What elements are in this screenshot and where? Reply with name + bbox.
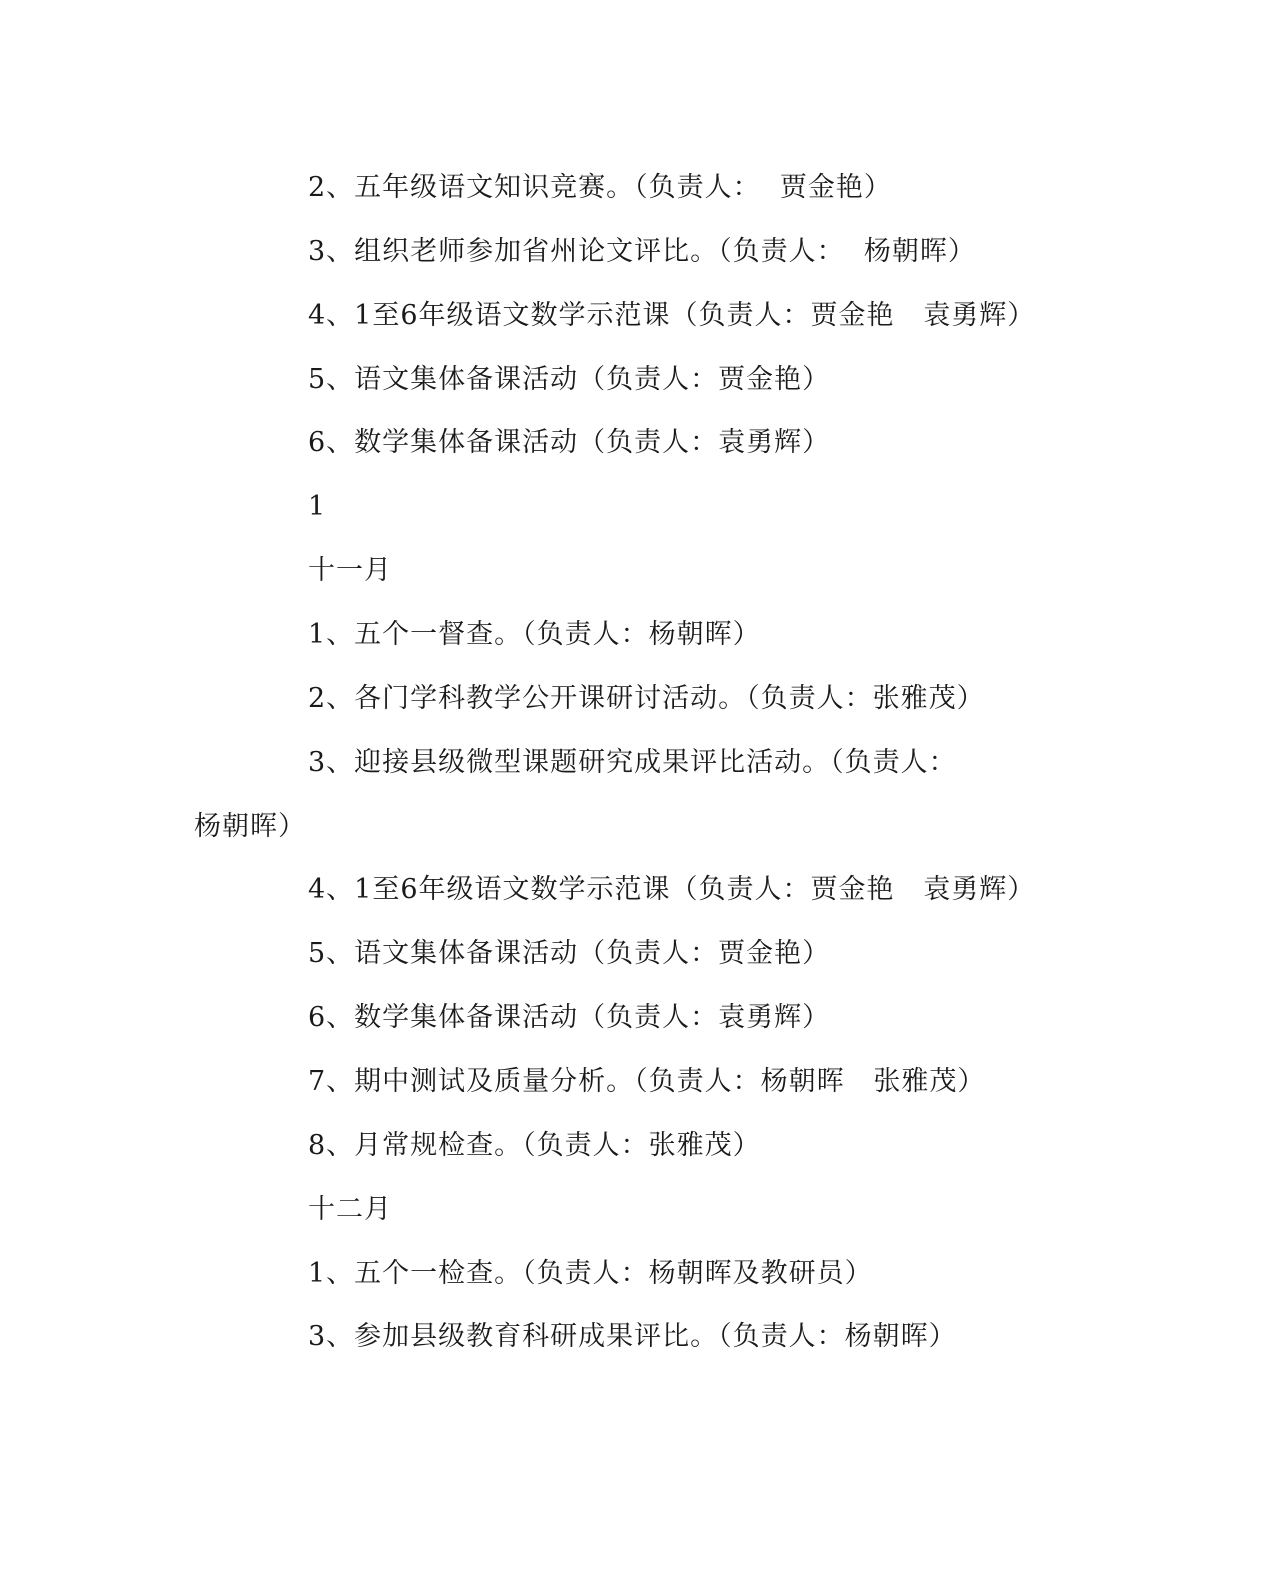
text-line: 2、五年级语文知识竞赛。（负责人： 贾金艳） [308, 172, 892, 203]
text-line: 5、语文集体备课活动（负责人：贾金艳） [308, 364, 831, 395]
text-line-continuation: 杨朝晖） [194, 811, 306, 842]
text-line: 4、1至6年级语文数学示范课（负责人：贾金艳 袁勇辉） [308, 300, 1036, 331]
text-line: 8、月常规检查。（负责人：张雅茂） [308, 1130, 761, 1161]
text-line: 6、数学集体备课活动（负责人：袁勇辉） [308, 1002, 831, 1033]
text-line: 1、五个一检查。（负责人：杨朝晖及教研员） [308, 1258, 873, 1289]
page-number: 1 [308, 491, 327, 522]
text-line: 5、语文集体备课活动（负责人：贾金艳） [308, 938, 831, 969]
text-line: 7、期中测试及质量分析。（负责人：杨朝晖 张雅茂） [308, 1066, 986, 1097]
text-line: 4、1至6年级语文数学示范课（负责人：贾金艳 袁勇辉） [308, 874, 1036, 905]
text-line: 2、各门学科教学公开课研讨活动。（负责人：张雅茂） [308, 683, 985, 714]
section-heading: 十二月 [308, 1194, 392, 1225]
text-line: 1、五个一督查。（负责人：杨朝晖） [308, 619, 761, 650]
section-heading: 十一月 [308, 555, 392, 586]
text-line: 3、迎接县级微型课题研究成果评比活动。（负责人： [308, 747, 957, 778]
text-line: 6、数学集体备课活动（负责人：袁勇辉） [308, 427, 831, 458]
text-line: 3、组织老师参加省州论文评比。（负责人： 杨朝晖） [308, 236, 976, 267]
text-line: 3、参加县级教育科研成果评比。（负责人：杨朝晖） [308, 1321, 957, 1352]
